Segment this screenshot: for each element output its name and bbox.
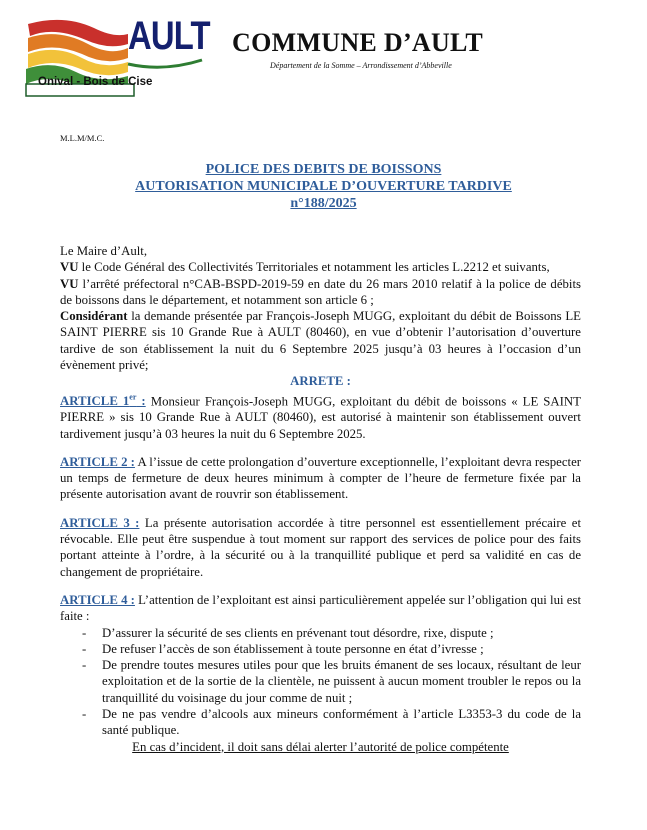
article-2 [60, 454, 581, 503]
considerant-text: la demande présentée par François-Joseph MUGG, exploitant du débit de Boissons LE SAINT PIERRE sis 10 Grande Rue à AULT (80460), en vue d’obtenir l’autorisation d’ouverture tardive de son établissement la nuit du 6 Septembre 2025 jusqu’à 03 heures à l’occasion d’un évènement privé; [60, 309, 581, 373]
list-item: - De ne pas vendre d’alcools aux mineurs conformément à l’article L3353-3 du code de la santé publique. [82, 706, 581, 739]
preamble-vu-2 [60, 276, 581, 309]
incident-note: En cas d’incident, il doit sans délai alerter l’autorité de police compétente [132, 739, 509, 754]
document-reference: M.L.M/M.C. [60, 133, 105, 143]
article-title: ARTICLE 3 : [60, 515, 140, 530]
list-item: - D’assurer la sécurité de ses clients en prévenant tout désordre, rixe, dispute ; [82, 625, 581, 641]
article-text: L’attention de l’exploitant est ainsi particulièrement appelée sur l’obligation qui lui est faite : [60, 592, 581, 624]
considerant-label: Considérant [60, 309, 128, 324]
list-item: - De prendre toutes mesures utiles pour que les bruits émanent de ses locaux, résultant de leur exploitation et de la sortie de la clientèle, ne puissent à aucun moment troubler le repos ou la tranquillité du voisinage du jour comme de nuit ; [82, 657, 581, 706]
heading-line-1: POLICE DES DEBITS DE BOISSONS [205, 162, 442, 177]
article-title: ARTICLE 2 : [60, 454, 135, 469]
list-item: - De refuser l’accès de son établissement à toute personne en état d’ivresse ; [82, 641, 581, 657]
article-title [60, 394, 146, 408]
article-title-text: ARTICLE 1 [60, 393, 130, 408]
vu-label: VU [60, 276, 79, 291]
document-heading [0, 161, 647, 212]
article-text: Monsieur François-Joseph MUGG, exploitant du débit de boissons « LE SAINT PIERRE » sis 10 Grande Rue à AULT (80460), est autorisé à maintenir son établissement ouvert tardivement jusqu’à 03 heures la nuit du 6 Septembre 2025. [60, 393, 581, 441]
preamble-vu-1 [60, 259, 581, 275]
article-title-suffix: : [136, 393, 146, 408]
arrete-heading: ARRETE : [290, 374, 351, 389]
preamble-considerant [60, 308, 581, 373]
commune-title: COMMUNE D’AULT [232, 28, 483, 57]
vu-text: l’arrêté préfectoral n°CAB-BSPD-2019-59 en date du 26 mars 2010 relatif à la police de débits de boissons dans le département, et notamment son article 6 ; [60, 276, 581, 307]
article-title: ARTICLE 4 : [60, 592, 135, 607]
heading-line-2: AUTORISATION MUNICIPALE D’OUVERTURE TARDIVE [135, 179, 512, 194]
article-text: La présente autorisation accordée à titre personnel est essentiellement précaire et révocable. Elle peut être suspendue à tout moment sur rapport des services de police pour des faits portant atteinte à l’ordre, à la sécurité ou à la tranquillité publique et perd sa validité en cas de changement de propriétaire. [60, 515, 581, 579]
obligations-list [60, 625, 581, 739]
commune-subtitle: Département de la Somme – Arrondissement d’Abbeville [270, 61, 452, 70]
vu-label: VU [60, 260, 79, 275]
commune-logo [24, 14, 210, 104]
article-3 [60, 515, 581, 580]
document-body [60, 243, 581, 755]
preamble-intro: Le Maire d’Ault, [60, 244, 148, 258]
article-1 [60, 390, 581, 442]
article-text: A l’issue de cette prolongation d’ouverture exceptionnelle, l’exploitant devra respecter un temps de fermeture de deux heures minimum à compter de l’heure de fermeture fixée par la présente autorisation avant de rouvrir son établissement. [60, 454, 582, 502]
logo-subtitle: Onival - Bois de Cise [38, 76, 153, 88]
heading-line-3: n°188/2025 [290, 196, 357, 211]
article-4 [60, 592, 581, 625]
logo-wordmark: AULT [128, 14, 210, 58]
article-title-sup: er [129, 392, 137, 402]
vu-text: le Code Général des Collectivités Territoriales et notamment les articles L.2212 et suivants, [78, 260, 550, 275]
